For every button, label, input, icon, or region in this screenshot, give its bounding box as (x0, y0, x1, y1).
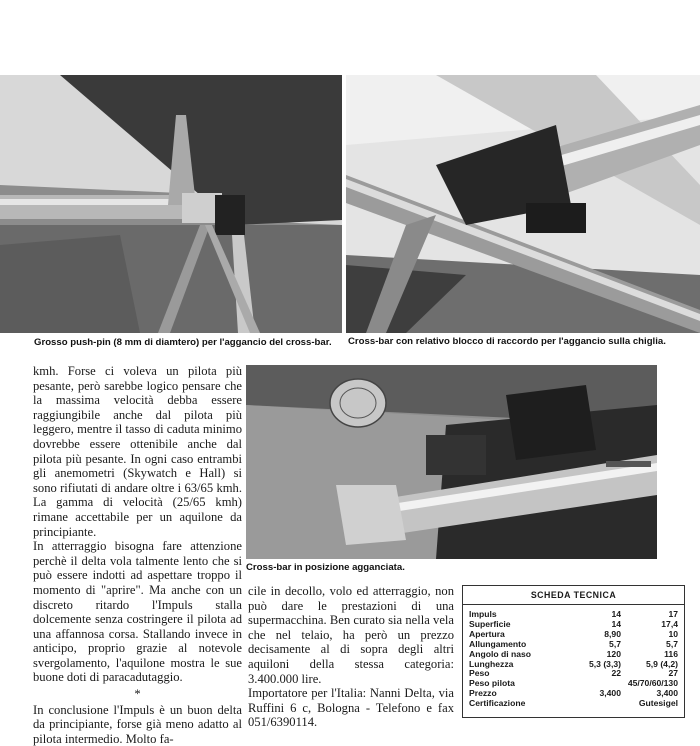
scheda-tecnica (462, 585, 685, 718)
scheda-cell-v2: 116 (664, 648, 678, 659)
caption-photo-2: Cross-bar con relativo blocco di raccordo per l'aggancio sulla chiglia. (348, 336, 666, 347)
scheda-cell-label: Prezzo (469, 688, 497, 699)
scheda-cell-v2: 5,9 (4,2) (645, 658, 678, 669)
scheda-cell-label: Peso (469, 668, 490, 679)
scheda-cell-v2: 10 (668, 628, 678, 639)
scheda-cell-label: Apertura (469, 628, 505, 639)
scheda-cell-v1: 8,90 (604, 628, 621, 639)
text-column-1 (33, 364, 242, 746)
column1-paragraph-2: In atterraggio bisogna fare attenzione perchè il delta vola talmente lento che si può essere indotti ad aspettare troppo il momento di "aprire". Ma anche con un discreto ritardo l'Impuls stalla dolcemente senza costringere il pilota ad una affannosa corsa. Stallando invece in anticipo, proprio grazie al notevole svergolamento, l'aquilone mostra le sue buone doti di paracadutaggio. (33, 539, 242, 685)
scheda-row (463, 660, 684, 670)
scheda-cell-v2: Gutesigel (638, 698, 678, 709)
scheda-cell-label: Allungamento (469, 638, 527, 649)
scheda-cell-label: Certificazione (469, 698, 526, 709)
scheda-cell-label: Superficie (469, 618, 511, 629)
scheda-cell-v2: 17,4 (661, 618, 678, 629)
scheda-cell-v1 (561, 699, 621, 709)
scheda-cell-v2: 3,400 (656, 688, 678, 699)
scheda-cell-v1: 14 (611, 609, 621, 619)
scheda-cell-label: Lunghezza (469, 658, 514, 669)
scheda-cell-v1: 22 (611, 668, 621, 679)
section-separator: * (134, 687, 141, 702)
column2-paragraph-2: Importatore per l'Italia: Nanni Delta, via Ruffini 6 c, Bologna - Telefono e fax 051/6390114. (248, 686, 454, 730)
scheda-cell-v1: 5,7 (609, 638, 621, 649)
scheda-cell-v1: 5,3 (3,3) (588, 658, 621, 669)
scheda-cell-v2: 27 (668, 668, 678, 679)
photo-cross-bar-hooked (246, 365, 657, 559)
scheda-cell-label: Peso pilota (469, 678, 515, 689)
scheda-cell-v2: 17 (668, 609, 678, 619)
scheda-table (463, 610, 684, 709)
scheda-cell-label: Angolo di naso (469, 648, 532, 659)
scheda-cell-v1: 14 (611, 618, 621, 629)
text-column-2 (248, 584, 454, 730)
caption-photo-1: Grosso push-pin (8 mm di diamtero) per l'aggancio del cross-bar. (34, 337, 332, 348)
scheda-cell-v1: 120 (606, 648, 621, 659)
photo-push-pin (0, 75, 342, 333)
column2-paragraph-1: cile in decollo, volo ed atterraggio, non può dare le prestazioni di una supermacchina. Ben curato sia nella vela che nel telaio, ha però un prezzo decisamente al di sopra degli altri aquiloni della stessa categoria: 3.400.000 lire. (248, 584, 454, 686)
scheda-cell-v2: 5,7 (666, 638, 678, 649)
scheda-title: SCHEDA TECNICA (463, 586, 684, 605)
scheda-cell-v1: 3,400 (599, 688, 621, 699)
scheda-row (463, 699, 684, 709)
photo-cross-bar-block (346, 75, 700, 333)
column1-paragraph-1: kmh. Forse ci voleva un pilota più pesante, però sarebbe logico pensare che la massima velocità debba essere raggiungibile anche dal pilota più leggero, mentre il tasso di caduta minimo dovrebbe essere ottenibile anche dal pilota più pesante. In ogni caso entrambi gli anemometri (Skywatch e Hall) si sono rifiutati di andare oltre i 63/65 kmh. La gamma di velocità (25/65 kmh) rimane accettabile per un aquilone da principiante. (33, 364, 242, 539)
column1-paragraph-3: In conclusione l'Impuls è un buon delta da principiante, forse già meno adatto al pilota intermedio. Molto fa- (33, 702, 242, 746)
scheda-cell-v2: 45/70/60/130 (627, 678, 678, 689)
scheda-cell-label: Impuls (469, 609, 497, 619)
caption-photo-3: Cross-bar in posizione agganciata. (246, 562, 405, 573)
